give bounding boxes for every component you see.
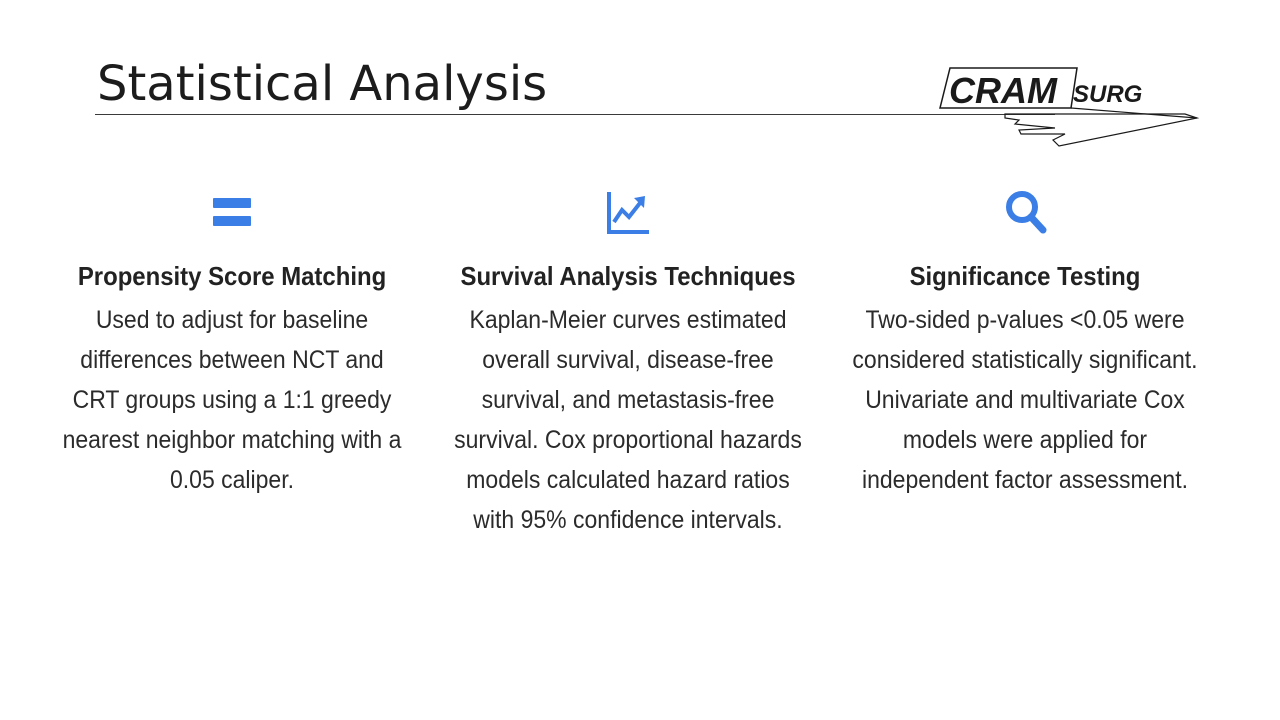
column-propensity-score-matching: [42, 186, 422, 500]
equals-icon: [207, 186, 257, 242]
column-body: Kaplan-Meier curves estimated overall survival, disease-free survival, and metastasis-free survival. Cox proportional hazards models calculated hazard ratios with 95% confidence intervals.: [454, 306, 802, 534]
column-body: Two-sided p-values <0.05 were considered statistically significant. Univariate and multivariate Cox models were applied for independent factor assessment.: [852, 306, 1198, 494]
cramsurg-logo: [935, 64, 1205, 154]
magnifier-icon: [1000, 186, 1050, 242]
logo-main-text: CRAM: [949, 70, 1057, 111]
trending-chart-icon: [603, 186, 653, 242]
column-heading: Survival Analysis Techniques: [460, 261, 796, 291]
column-heading: Propensity Score Matching: [77, 261, 387, 291]
slide-title: Statistical Analysis: [97, 56, 548, 112]
column-significance-testing: [835, 186, 1215, 500]
logo-sub-text: SURG: [1073, 81, 1143, 108]
column-heading: Significance Testing: [909, 261, 1141, 291]
column-survival-analysis-techniques: [438, 186, 818, 540]
title-divider: [95, 114, 1055, 115]
column-body: Used to adjust for baseline differences between NCT and CRT groups using a 1:1 greedy nearest neighbor matching with a 0.05 caliper.: [62, 306, 402, 494]
